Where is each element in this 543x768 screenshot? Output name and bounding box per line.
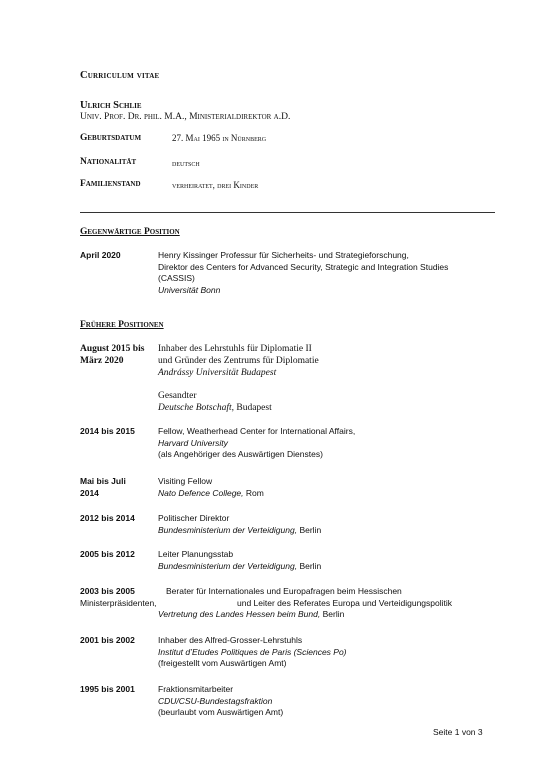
marital-status-label: Familienstand: [80, 179, 141, 189]
nationality-value: deutsch: [172, 158, 200, 168]
nato-city: Rom: [243, 487, 264, 498]
hessen-city: Berlin: [320, 609, 345, 619]
hessen-line-left: Ministerpräsidenten,: [80, 597, 157, 608]
fraktion-institution: CDU/CSU-Bundestagsfraktion: [158, 695, 273, 706]
nato-date-line: 2014: [80, 487, 99, 498]
hessen-location: [158, 609, 498, 621]
andrassy-date-line: März 2020: [80, 356, 124, 366]
nato-location: [158, 488, 498, 500]
planning-staff-institution: Bundesministerium der Verteidigung,: [158, 560, 298, 571]
harvard-entry-date: 2014 bis 2015: [80, 426, 135, 436]
envoy-location: [158, 402, 498, 414]
nato-line: Visiting Fellow: [158, 476, 213, 486]
envoy-institution: Deutsche Botschaft,: [158, 403, 234, 413]
planning-staff-entry-date: 2005 bis 2012: [80, 549, 135, 559]
harvard-institution: Harvard University: [158, 437, 228, 448]
nationality-label: Nationalität: [80, 157, 137, 167]
fraktion-line: Fraktionsmitarbeiter: [158, 684, 234, 694]
hessen-line-right: und Leiter des Referates Europa und Verteidigungspolitik: [237, 597, 453, 608]
andrassy-entry-details: [158, 343, 498, 379]
hessen-entry-date: 2003 bis 2005: [80, 586, 135, 596]
andrassy-line: Inhaber des Lehrstuhls für Diplomatie II: [158, 344, 312, 354]
hessen-entry-location: [158, 609, 498, 621]
political-director-line: Politischer Direktor: [158, 513, 230, 523]
political-director-location: [158, 525, 498, 537]
document-title: Curriculum vitae: [80, 70, 160, 81]
political-director-city: Berlin: [297, 524, 322, 535]
marital-status-value: verheiratet, drei Kinder: [172, 180, 259, 190]
page-number: Seite 1 von 3: [433, 727, 483, 737]
planning-staff-location: [158, 561, 498, 573]
political-director-entry-date: 2012 bis 2014: [80, 513, 135, 523]
current-entry-line: (CASSIS): [158, 273, 195, 283]
grosser-entry-details: [158, 635, 498, 670]
planning-staff-city: Berlin: [297, 560, 322, 571]
current-entry-line: Henry Kissinger Professur für Sicherheits- und Strategieforschung,: [158, 250, 409, 260]
nato-entry-date: [80, 476, 126, 499]
andrassy-institution: Andrássy Universität Budapest: [158, 368, 277, 378]
current-entry-line: Direktor des Centers for Advanced Security, Strategic and Integration Studies: [158, 261, 449, 272]
divider-rule: [80, 212, 495, 213]
grosser-institution: Institut d’Etudes Politiques de Paris (Sciences Po): [158, 646, 347, 657]
current-entry-details: [158, 250, 498, 296]
person-name: Ulrich Schlie: [80, 100, 142, 111]
hessen-institution: Vertretung des Landes Hessen beim Bund,: [158, 609, 321, 619]
current-entry-institution: Universität Bonn: [158, 284, 221, 295]
hessen-line: Berater für Internationales und Europafragen beim Hessischen: [166, 586, 402, 596]
nato-entry-details: [158, 476, 498, 499]
harvard-line: Fellow, Weatherhead Center for International Affairs,: [158, 426, 356, 436]
fraktion-entry-date: 1995 bis 2001: [80, 684, 135, 694]
fraktion-line: (beurlaubt vom Auswärtigen Amt): [158, 707, 284, 717]
current-position-heading: Gegenwärtige Position: [80, 227, 180, 237]
nato-institution: Nato Defence College,: [158, 487, 244, 498]
fraktion-entry-details: [158, 684, 498, 719]
hessen-entry-line1: [166, 586, 506, 598]
grosser-entry-date: 2001 bis 2002: [80, 635, 135, 645]
envoy-line: Gesandter: [158, 391, 197, 401]
harvard-line: (als Angehöriger des Auswärtigen Dienstes): [158, 449, 323, 459]
nato-date-line: Mai bis Juli: [80, 476, 126, 486]
grosser-line: (freigestellt vom Auswärtigen Amt): [158, 658, 287, 668]
person-titles: Univ. Prof. Dr. phil. M.A., Ministerialdirektor a.D.: [80, 112, 291, 122]
grosser-line: Inhaber des Alfred-Grosser-Lehrstuhls: [158, 635, 303, 645]
envoy-city: Budapest: [233, 403, 272, 413]
harvard-entry-details: [158, 426, 498, 461]
current-entry-date: April 2020: [80, 250, 121, 260]
envoy-entry-details: [158, 390, 498, 414]
former-positions-heading: Frühere Positionen: [80, 320, 164, 330]
andrassy-date-line: August 2015 bis: [80, 344, 145, 354]
birthdate-value: 27. Mai 1965 in Nürnberg: [172, 133, 267, 143]
planning-staff-line: Leiter Planungsstab: [158, 549, 234, 559]
political-director-entry-details: [158, 513, 498, 536]
andrassy-entry-date: [80, 343, 144, 367]
political-director-institution: Bundesministerium der Verteidigung,: [158, 524, 298, 535]
planning-staff-entry-details: [158, 549, 498, 572]
andrassy-line: und Gründer des Zentrums für Diplomatie: [158, 356, 319, 366]
birthdate-label: Geburtsdatum: [80, 133, 142, 143]
